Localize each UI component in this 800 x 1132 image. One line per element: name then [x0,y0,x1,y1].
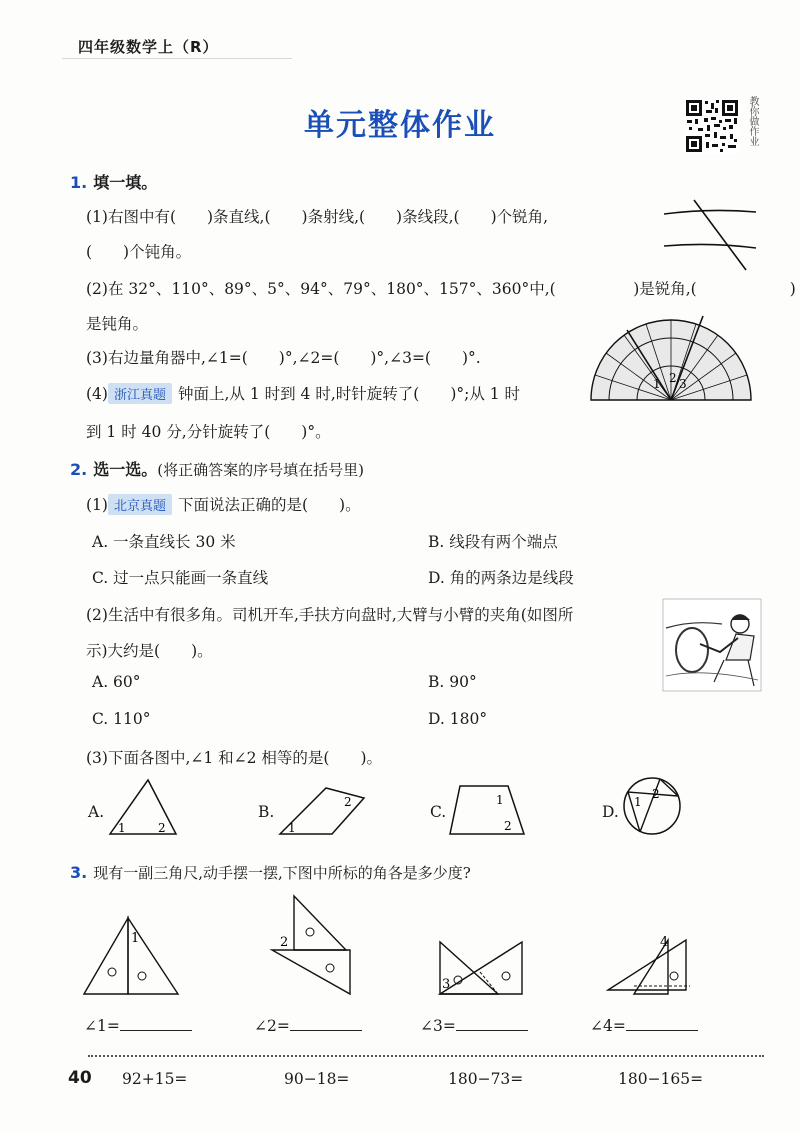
q2-item2-option-b: B. 90° [428,673,477,691]
q2-number: 2. [70,460,88,479]
book-header: 四年级数学上（R） [78,38,219,56]
set-square-figure-4 [604,934,696,998]
q2-item3-option-b: B. [258,803,275,821]
source-tag: 浙江真题 [108,383,172,404]
q1-item2-line2: 是钝角。 [86,315,149,333]
answer-label-4: ∠4= [590,1017,626,1035]
qr-code-icon[interactable] [684,98,740,154]
q2-item1-prefix: (1) [86,496,108,514]
angle-label-1: 1 [496,793,504,807]
answer-blank-2[interactable] [290,1016,362,1031]
answer-angle-3 [420,1016,528,1035]
answer-angle-4 [590,1016,698,1035]
q1-item1-line1: (1)右图中有( )条直线,( )条射线,( )条线段,( )个锐角, [86,208,549,226]
q2-item1 [86,493,361,515]
calc-4: 180−165= [618,1070,704,1088]
set-square-figure-3 [436,936,528,998]
calc-1: 92+15= [122,1070,188,1088]
angle-label-1: 1 [288,821,296,835]
q3-heading [70,862,471,883]
answer-blank-3[interactable] [456,1016,528,1031]
calc-2: 90−18= [284,1070,350,1088]
calc-3: 180−73= [448,1070,524,1088]
qr-label: 教你做作业 [747,96,758,146]
protractor-figure [585,308,757,406]
fig-label-1: 1 [131,931,140,946]
answer-blank-1[interactable] [120,1016,192,1031]
q1-item2-line1: (2)在 32°、110°、89°、5°、94°、79°、180°、157°、360°中,( )是锐角,( ) [86,280,796,298]
angle-label-2: 2 [652,787,660,801]
angle-label-1: 1 [634,795,642,809]
fig-label-2: 2 [280,935,289,950]
q2-item2-option-d: D. 180° [428,710,488,728]
protractor-angle-2: 2 [669,371,677,385]
q2-item3-option-c: C. [430,803,447,821]
q1-title: 填一填。 [93,173,158,192]
q2-item3-option-a: A. [88,803,105,821]
q1-item4-prefix: (4) [86,385,108,403]
q2-item2-option-a: A. 60° [92,673,141,691]
angle-label-1: 1 [118,821,126,835]
q1-item4-line2: 到 1 时 40 分,分针旋转了( )°。 [86,423,331,441]
q1-item3: (3)右边量角器中,∠1=( )°,∠2=( )°,∠3=( )°. [86,349,481,367]
q1-item4-text: 钟面上,从 1 时到 4 时,时针旋转了( )°;从 1 时 [177,385,521,403]
q2-title: 选一选。 [93,460,158,479]
angle-label-2: 2 [158,821,166,835]
answer-label-1: ∠1= [84,1017,120,1035]
q2-item2-line2: 示)大约是( )。 [86,642,213,660]
angle-label-2: 2 [504,819,512,833]
angle-label-2: 2 [344,795,352,809]
source-tag: 北京真题 [108,494,172,515]
q2-item1-text: 下面说法正确的是( )。 [177,496,361,514]
q2-item1-option-a: A. 一条直线长 30 米 [92,533,236,551]
q1-item4-line1 [86,382,520,404]
answer-label-3: ∠3= [420,1017,456,1035]
driver-illustration [662,598,762,692]
page-number: 40 [68,1068,92,1088]
q1-number: 1. [70,173,88,192]
fig-label-3: 3 [442,977,451,992]
answer-angle-1 [84,1016,192,1035]
figure-b-parallelogram [276,782,370,838]
q3-title: 现有一副三角尺,动手摆一摆,下图中所标的角各是多少度? [93,864,471,882]
q2-item3: (3)下面各图中,∠1 和∠2 相等的是( )。 [86,749,383,767]
fig-label-4: 4 [660,935,669,950]
q2-item2-line1: (2)生活中有很多角。司机开车,手扶方向盘时,大臂与小臂的夹角(如图所 [86,606,574,624]
answer-angle-2 [254,1016,362,1035]
q1-item1-line2: ( )个钝角。 [86,243,192,261]
q2-item2-option-c: C. 110° [92,710,151,728]
q2-item1-option-d: D. 角的两条边是线段 [428,569,574,587]
answer-label-2: ∠2= [254,1017,290,1035]
q2-subtitle: (将正确答案的序号填在括号里) [157,461,364,479]
protractor-angle-3: 3 [679,377,687,391]
q2-item1-option-b: B. 线段有两个端点 [428,533,558,551]
q2-item1-option-c: C. 过一点只能画一条直线 [92,569,269,587]
footer-divider [88,1055,764,1057]
q1-heading [70,170,157,193]
figure-a-triangle [106,776,182,838]
lines-figure [660,196,760,276]
protractor-angle-1: 1 [653,377,661,391]
figure-c-trapezoid [446,780,530,838]
set-square-figure-1 [80,912,182,998]
q2-heading [70,457,364,480]
header-divider [62,58,292,59]
q2-item3-option-d: D. [602,803,619,821]
page-title: 单元整体作业 [304,108,496,143]
q3-number: 3. [70,863,88,882]
figure-d-circle [620,774,684,838]
answer-blank-4[interactable] [626,1016,698,1031]
set-square-figure-2 [268,892,360,998]
